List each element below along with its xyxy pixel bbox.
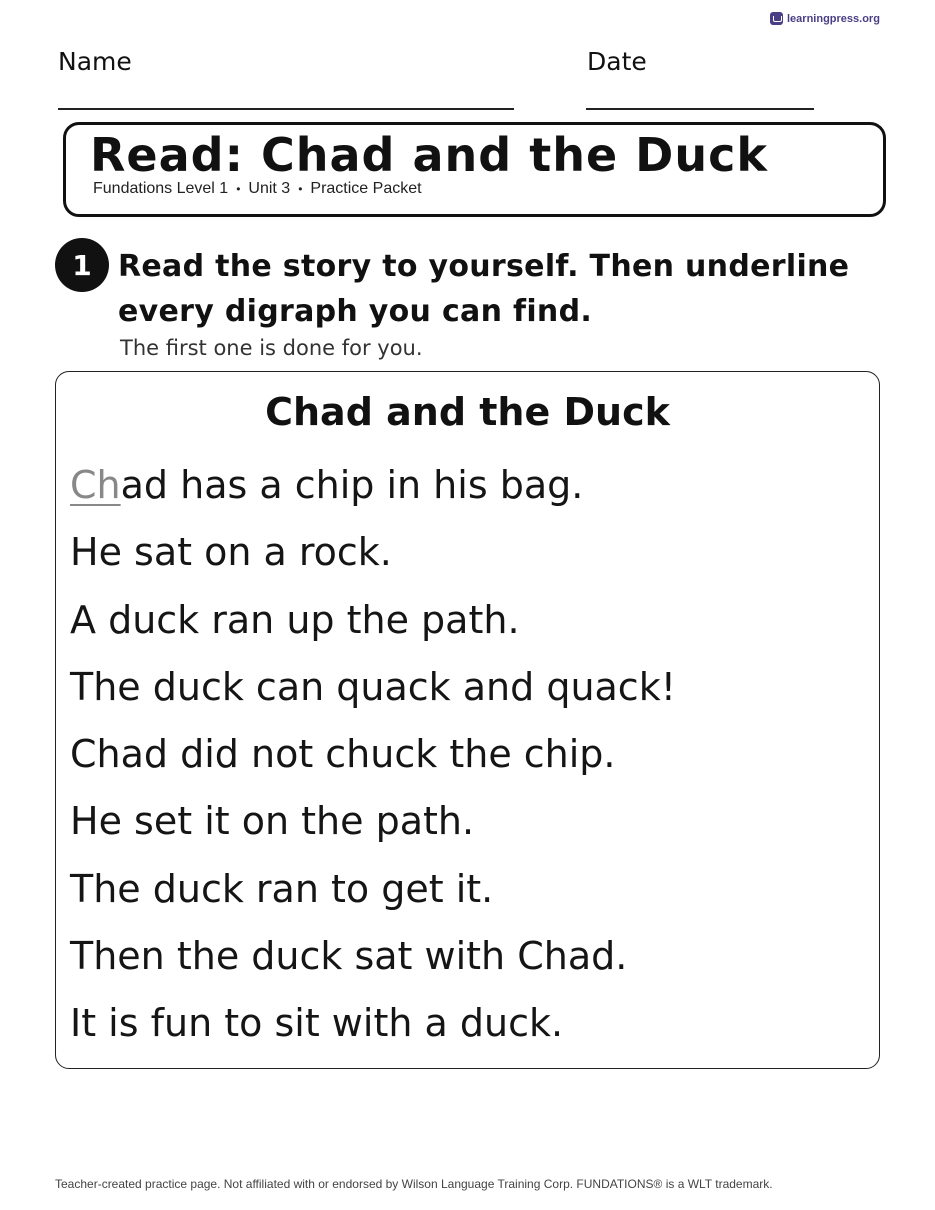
brand-text: learningpress.org: [787, 12, 880, 25]
story-line: He sat on a rock.: [70, 530, 392, 575]
story-line-rest: ad has a chip in his bag.: [120, 463, 584, 507]
story-line: Chad did not chuck the chip.: [70, 732, 616, 777]
name-label: Name: [58, 47, 132, 76]
story-line: The duck can quack and quack!: [70, 664, 676, 709]
brand-logo: [770, 12, 880, 25]
story-lines: [70, 452, 870, 1058]
underlined-digraph: Ch: [70, 463, 121, 507]
footer-disclaimer: Teacher-created practice page. Not affiliated with or endorsed by Wilson Language Training Corp. FUNDATIONS® is a WLT trademark.: [55, 1177, 773, 1191]
instruction-hint: The first one is done for you.: [120, 336, 423, 360]
story-line: [70, 452, 870, 519]
subtitle-level: Fundations Level 1: [93, 180, 229, 197]
date-line: [586, 108, 814, 110]
book-icon: [770, 12, 783, 25]
subtitle-unit: Unit 3: [248, 180, 291, 197]
story-line: It is fun to sit with a duck.: [70, 1001, 564, 1046]
separator-dot: •: [298, 182, 303, 196]
date-label: Date: [587, 47, 647, 76]
separator-dot: •: [236, 182, 241, 196]
story-line: Then the duck sat with Chad.: [70, 934, 628, 979]
story-line: He set it on the path.: [70, 799, 475, 844]
step-number-badge: 1: [55, 238, 109, 292]
subtitle-packet: Practice Packet: [310, 180, 422, 197]
story-line: A duck ran up the path.: [70, 597, 520, 642]
story-title: Chad and the Duck: [265, 390, 670, 434]
instruction-text: Read the story to yourself. Then underline every digraph you can find.: [118, 249, 850, 329]
page-title: Read: Chad and the Duck: [90, 128, 768, 182]
subtitle: [93, 180, 422, 198]
name-line: [58, 108, 514, 110]
story-line: The duck ran to get it.: [70, 866, 494, 911]
